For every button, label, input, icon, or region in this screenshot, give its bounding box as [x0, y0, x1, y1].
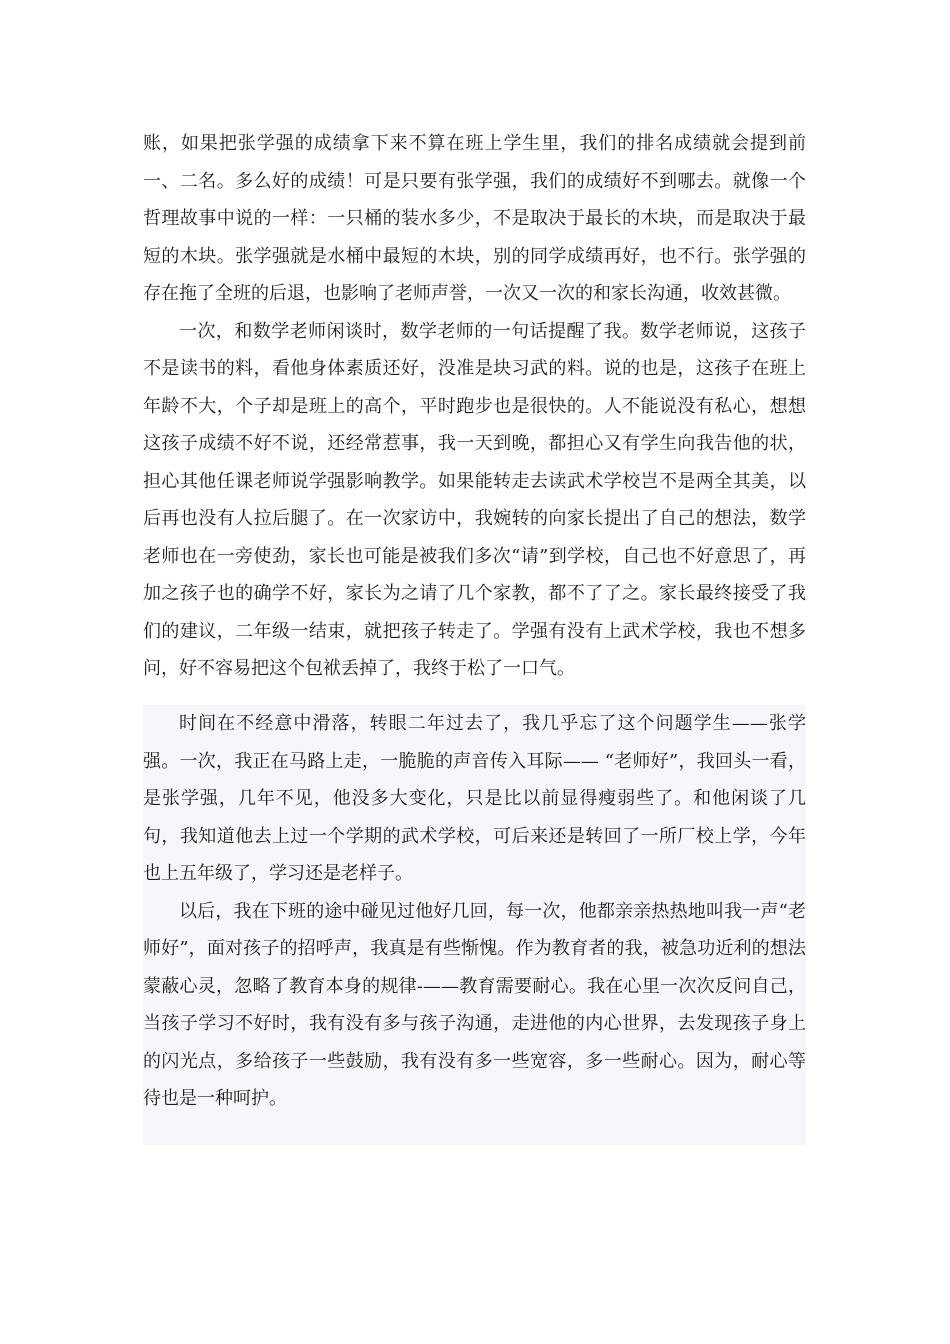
text-block-highlighted	[143, 705, 806, 1145]
paragraph-reflection: 以后，我在下班的途中碰见过他好几回，每一次，他都亲亲热热地叫我一声“老师好”，面对孩子的招呼声，我真是有些惭愧。作为教育者的我，被急功近利的想法蒙蔽心灵，忽略了教育本身的规律-——教育需要耐心。我在心里一次次反问自己，当孩子学习不好时，我有没有多与孩子沟通，走进他的内心世界，去发现孩子身上的闪光点，多给孩子一些鼓励，我有没有多一些宽容，多一些耐心。因为，耐心等待也是一种呵护。	[143, 900, 806, 1109]
paragraph-continuation: 账，如果把张学强的成绩拿下来不算在班上学生里，我们的排名成绩就会提到前一、二名。多么好的成绩！可是只要有张学强，我们的成绩好不到哪去。就像一个哲理故事中说的一样：一只桶的装水多少，不是取决于最长的木块，而是取决于最短的木块。张学强就是水桶中最短的木块，别的同学成绩再好，也不行。张学强的存在拖了全班的后退，也影响了老师声誉，一次又一次的和家长沟通，收效甚微。	[143, 133, 806, 304]
text-block-top	[143, 125, 806, 688]
paragraph-two-years-later: 时间在不经意中滑落，转眼二年过去了，我几乎忘了这个问题学生——张学强。一次，我正在马路上走，一脆脆的声音传入耳际—— “老师好”，我回头一看，是张学强，几年不见，他没多大变化，只是比以前显得瘦弱些了。和他闲谈了几句，我知道他去上过一个学期的武术学校，可后来还是转回了一所厂校上学，今年也上五年级了，学习还是老样子。	[143, 713, 806, 884]
paragraph-math-teacher: 一次，和数学老师闲谈时，数学老师的一句话提醒了我。数学老师说，这孩子不是读书的料，看他身体素质还好，没准是块习武的料。说的也是，这孩子在班上年龄不大，个子却是班上的高个，平时跑步也是很快的。人不能说没有私心，想想这孩子成绩不好不说，还经常惹事，我一天到晚，都担心又有学生向我告他的状，担心其他任课老师说学强影响教学。如果能转走去读武术学校岂不是两全其美，以后再也没有人拉后腿了。在一次家访中，我婉转的向家长提出了自己的想法，数学老师也在一旁使劲，家长也可能是被我们多次“请”到学校，自己也不好意思了，再加之孩子也的确学不好，家长为之请了几个家教，都不了了之。家长最终接受了我们的建议，二年级一结束，就把孩子转走了。学强有没有上武术学校，我也不想多问，好不容易把这个包袱丢掉了，我终于松了一口气。	[143, 320, 806, 679]
